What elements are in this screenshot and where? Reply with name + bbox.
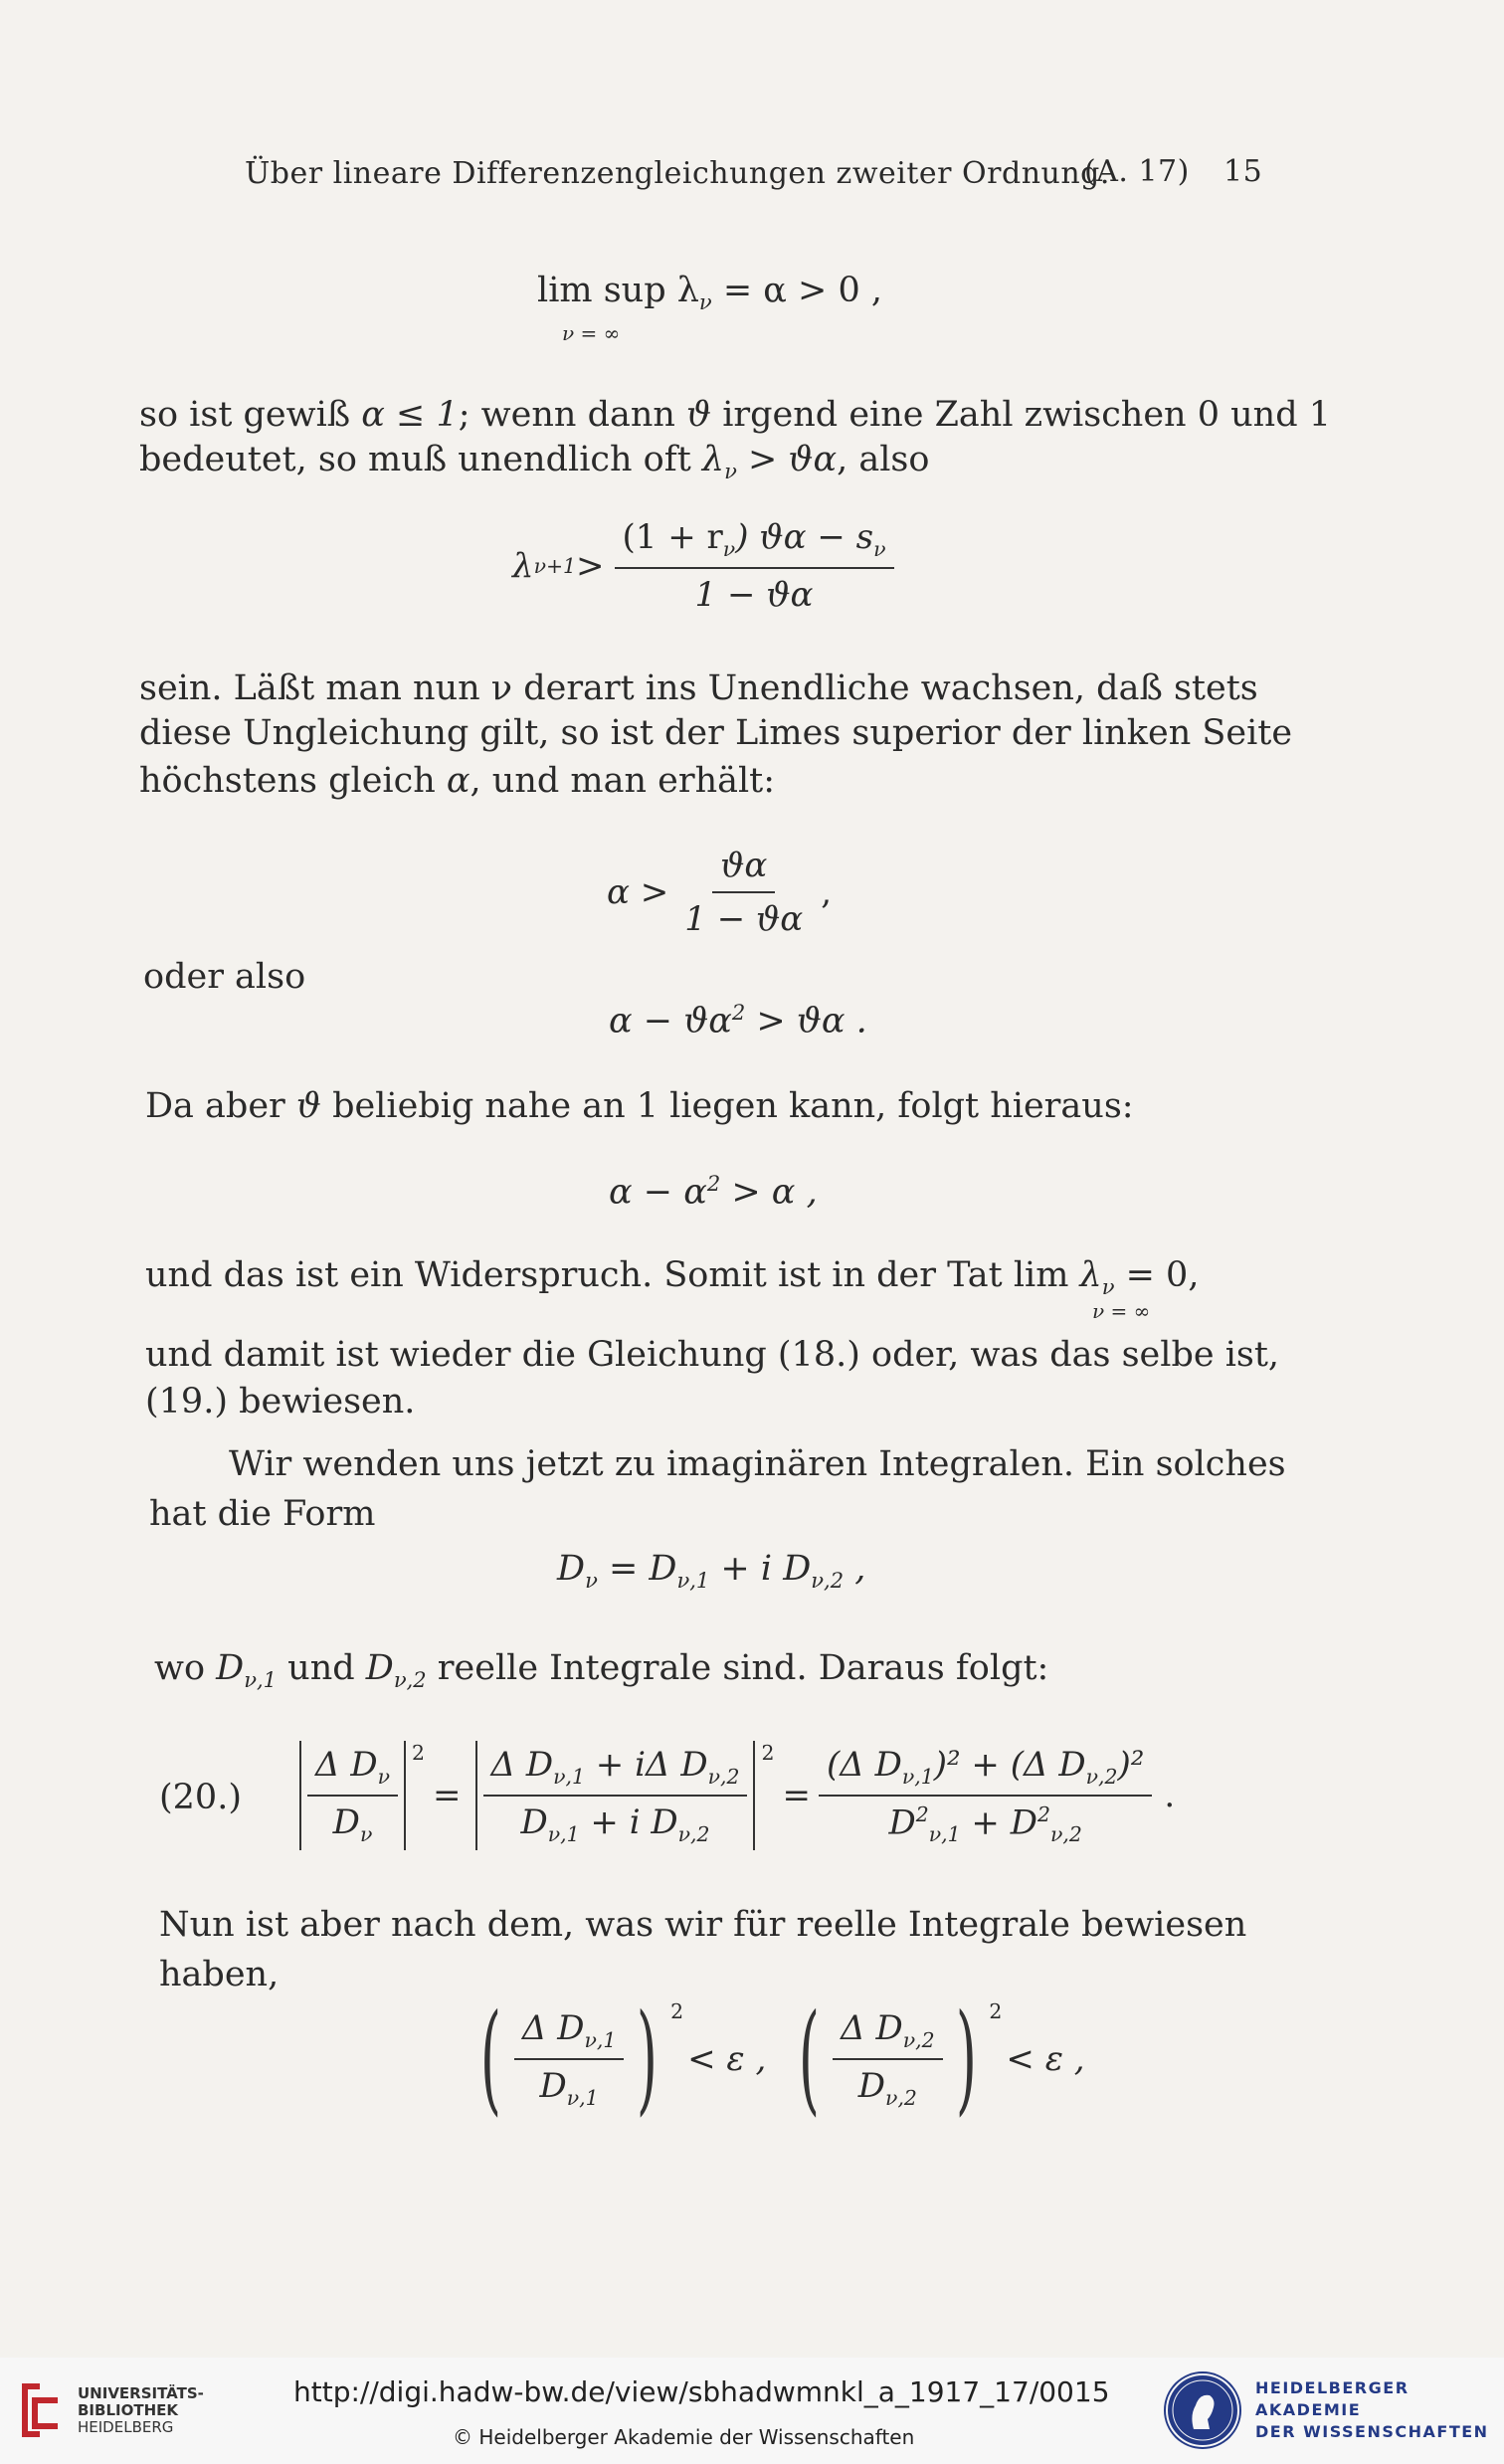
text-line-5 bbox=[139, 761, 776, 801]
a-lhs: α > bbox=[607, 872, 669, 912]
library-mark-icon bbox=[18, 2379, 66, 2441]
g1-lt: < ε , bbox=[687, 2039, 767, 2079]
abs-bar bbox=[753, 1741, 755, 1850]
l1b: α ≤ 1 bbox=[361, 395, 459, 435]
library-name-line3: HEIDELBERG bbox=[78, 2417, 174, 2436]
right-paren: ) bbox=[637, 1990, 658, 2128]
c-sup: 2 bbox=[706, 1172, 721, 1196]
abs-bar bbox=[299, 1741, 301, 1850]
l5a: höchstens gleich bbox=[139, 761, 447, 801]
g2-den-sub: ν,2 bbox=[885, 2085, 917, 2110]
lam-num: (1 + r bbox=[622, 517, 723, 557]
text-line-9: und damit ist wieder die Gleichung (18.) oder, was das selbe ist, bbox=[145, 1335, 1280, 1375]
f3-end: . bbox=[1164, 1776, 1176, 1815]
f3-num: (Δ D bbox=[826, 1745, 902, 1786]
l13b: D bbox=[216, 1648, 245, 1688]
a-num: ϑα bbox=[712, 846, 775, 893]
copyright-notice: © Heidelberger Akademie der Wissenschaften bbox=[453, 2425, 915, 2449]
f3-den: D bbox=[888, 1802, 916, 1843]
text-line-14: Nun ist aber nach dem, was wir für reelle Integrale bewiesen bbox=[159, 1905, 1247, 1945]
l1c: ; wenn dann bbox=[458, 395, 687, 435]
left-paren: ( bbox=[479, 1990, 501, 2128]
square-exp: 2 bbox=[412, 1741, 426, 1765]
g1-num-sub: ν,1 bbox=[584, 2028, 617, 2052]
left-paren: ( bbox=[799, 1990, 821, 2128]
text-line-15: haben, bbox=[159, 1955, 280, 1994]
c-rest: > α , bbox=[720, 1172, 818, 1213]
f2-den: D bbox=[520, 1802, 548, 1842]
a-den: 1 − ϑα bbox=[684, 899, 804, 939]
f1-den: D bbox=[332, 1802, 360, 1842]
lim-rest: = α > 0 , bbox=[711, 271, 883, 310]
lam-sub: ν+1 bbox=[533, 553, 577, 578]
text-line-10: (19.) bewiesen. bbox=[145, 1382, 416, 1422]
text-line-4: diese Ungleichung gilt, so ist der Limes superior der linken Seite bbox=[139, 713, 1293, 753]
l5b: α bbox=[446, 761, 470, 801]
permalink-url[interactable]: http://digi.hadw-bw.de/view/sbhadwmnkl_a_1917_17/0015 bbox=[293, 2375, 1110, 2408]
lim-sup-text: lim sup λ bbox=[537, 271, 699, 310]
academy-name-line2: DER WISSENSCHAFTEN bbox=[1255, 2422, 1489, 2441]
text-line-11: Wir wenden uns jetzt zu imaginären Integralen. Ein solches bbox=[229, 1444, 1286, 1484]
alpha-fraction bbox=[676, 846, 811, 939]
l8c: ν bbox=[1101, 1275, 1115, 1299]
text-line-8 bbox=[145, 1255, 1200, 1299]
eq20-body bbox=[293, 1741, 1175, 1850]
l13g: reelle Integrale sind. Daraus folgt: bbox=[426, 1648, 1049, 1688]
square-exp: 2 bbox=[670, 1999, 684, 2023]
f3-den-sup1: 2 bbox=[915, 1801, 929, 1826]
c-equation bbox=[609, 1174, 818, 1211]
b-rest: > ϑα . bbox=[745, 1001, 867, 1042]
text-line-7 bbox=[145, 1086, 1134, 1126]
b-equation bbox=[609, 1003, 867, 1040]
text-line-13 bbox=[154, 1648, 1049, 1692]
f1-den-sub: ν bbox=[359, 1821, 373, 1846]
lambda-inequality bbox=[512, 517, 894, 615]
page-number: 15 bbox=[1223, 154, 1263, 189]
final-inequalities bbox=[468, 1990, 1085, 2128]
l13d: und bbox=[277, 1648, 366, 1688]
l1d: ϑ bbox=[686, 395, 712, 435]
l8d: = 0, bbox=[1114, 1255, 1200, 1295]
viewer-footer bbox=[0, 2358, 1504, 2464]
equals-sign: = bbox=[433, 1776, 462, 1815]
d-equation bbox=[557, 1549, 866, 1593]
lim-under: ν = ∞ bbox=[562, 321, 621, 345]
f1-num: Δ D bbox=[315, 1745, 378, 1786]
alpha-inequality bbox=[607, 846, 832, 939]
f2-den-mid: + i D bbox=[579, 1802, 678, 1842]
text-line-2 bbox=[139, 440, 930, 483]
l2c: ν bbox=[724, 460, 737, 483]
lim-sub: ν bbox=[698, 290, 712, 314]
equals-sign: = bbox=[782, 1776, 811, 1815]
abs-bar bbox=[404, 1741, 406, 1850]
l8b: λ bbox=[1079, 1255, 1102, 1295]
l2e: , also bbox=[837, 440, 930, 479]
page-ref: (A. 17) bbox=[1084, 154, 1190, 189]
lambda-fraction bbox=[615, 517, 894, 615]
f3-num-sub1: ν,1 bbox=[901, 1764, 934, 1789]
f2-num-sub1: ν,1 bbox=[553, 1765, 585, 1789]
text-line-12: hat die Form bbox=[149, 1494, 376, 1534]
text-line-1 bbox=[139, 395, 1332, 435]
d-sub: ν bbox=[585, 1569, 598, 1593]
f3-num-mid: )² + (Δ D bbox=[933, 1745, 1086, 1786]
g1-num: Δ D bbox=[521, 2008, 585, 2049]
l13e: D bbox=[365, 1648, 394, 1688]
f3-den-sub1: ν,1 bbox=[928, 1821, 961, 1846]
abs-bar bbox=[475, 1741, 477, 1850]
text-line-3: sein. Läßt man nun ν derart ins Unendliche wachsen, daß stets bbox=[139, 668, 1258, 708]
square-exp: 2 bbox=[761, 1741, 775, 1765]
lam-gt: > bbox=[576, 545, 605, 586]
square-exp: 2 bbox=[989, 1999, 1003, 2023]
f3-num-end: )² bbox=[1117, 1745, 1145, 1786]
f2-den-sub1: ν,1 bbox=[547, 1821, 580, 1846]
f2-num: Δ D bbox=[490, 1745, 554, 1786]
b-sup: 2 bbox=[731, 1001, 746, 1025]
g2-frac bbox=[833, 2008, 942, 2110]
eq20-frac3 bbox=[819, 1745, 1152, 1846]
c-expr: α − α bbox=[609, 1172, 707, 1213]
eq20-frac1 bbox=[307, 1745, 398, 1846]
l13c: ν,1 bbox=[244, 1668, 278, 1692]
l2a: bedeutet, so muß unendlich oft bbox=[139, 440, 702, 479]
l1a: so ist gewiß bbox=[139, 395, 362, 435]
f3-den-sup2: 2 bbox=[1036, 1801, 1050, 1826]
l7b: ϑ bbox=[295, 1086, 321, 1126]
l13f: ν,2 bbox=[393, 1668, 427, 1692]
eq20-frac2 bbox=[483, 1745, 748, 1846]
academy-seal-icon bbox=[1164, 2371, 1241, 2449]
l8a: und das ist ein Widerspruch. Somit ist in der Tat lim bbox=[145, 1255, 1080, 1295]
d-sub1: ν,1 bbox=[676, 1569, 710, 1593]
l1e: irgend eine Zahl zwischen 0 und 1 bbox=[711, 395, 1332, 435]
a-end: , bbox=[821, 872, 833, 912]
d-plus: + i D bbox=[709, 1549, 812, 1589]
l2d: > ϑα bbox=[736, 440, 838, 479]
lim-sup-equation bbox=[537, 271, 883, 314]
l5c: , und man erhält: bbox=[470, 761, 776, 801]
f3-den-sub2: ν,2 bbox=[1049, 1821, 1082, 1846]
lam-num-rest: ) ϑα − s bbox=[735, 517, 874, 557]
f3-den-mid: + D bbox=[960, 1802, 1037, 1843]
l2b: λ bbox=[701, 440, 725, 479]
eq20-label: (20.) bbox=[159, 1778, 242, 1817]
f3-num-sub2: ν,2 bbox=[1085, 1764, 1118, 1789]
g1-den-sub: ν,1 bbox=[566, 2085, 599, 2110]
d-end: , bbox=[844, 1549, 866, 1589]
d-lhs: D bbox=[557, 1549, 586, 1589]
g2-den: D bbox=[857, 2066, 886, 2106]
l7c: beliebig nahe an 1 liegen kann, folgt hieraus: bbox=[320, 1086, 1134, 1126]
library-name-line2: BIBLIOTHEK bbox=[78, 2400, 178, 2419]
l13a: wo bbox=[154, 1648, 217, 1688]
running-title: Über lineare Differenzengleichungen zweiter Ordnung. bbox=[245, 156, 1110, 191]
d-sub2: ν,2 bbox=[811, 1569, 845, 1593]
academy-name-line1: HEIDELBERGER AKADEMIE bbox=[1255, 2378, 1410, 2419]
l7a: Da aber bbox=[145, 1086, 296, 1126]
g2-num: Δ D bbox=[841, 2008, 903, 2049]
g2-num-sub: ν,2 bbox=[902, 2028, 935, 2052]
f2-num-mid: + iΔ D bbox=[585, 1745, 708, 1786]
academy-logo[interactable] bbox=[1164, 2371, 1504, 2449]
library-name-line1: UNIVERSITÄTS- bbox=[78, 2383, 204, 2402]
d-mid: = D bbox=[597, 1549, 677, 1589]
g1-den: D bbox=[539, 2066, 567, 2106]
lim-under-2: ν = ∞ bbox=[1092, 1299, 1151, 1323]
f2-num-sub2: ν,2 bbox=[707, 1765, 740, 1789]
text-line-6: oder also bbox=[143, 957, 306, 997]
lam-num-sub2: ν bbox=[873, 536, 886, 561]
lam-den: 1 − ϑα bbox=[694, 574, 814, 615]
lam-lhs: λ bbox=[512, 545, 534, 586]
b-expr: α − ϑα bbox=[609, 1001, 732, 1042]
right-paren: ) bbox=[955, 1990, 977, 2128]
f1-num-sub: ν bbox=[377, 1765, 391, 1789]
lam-num-sub: ν bbox=[722, 536, 736, 561]
library-logo[interactable] bbox=[18, 2379, 204, 2441]
f2-den-sub2: ν,2 bbox=[677, 1821, 710, 1846]
g1-frac bbox=[514, 2008, 624, 2110]
g2-lt: < ε , bbox=[1006, 2039, 1085, 2079]
